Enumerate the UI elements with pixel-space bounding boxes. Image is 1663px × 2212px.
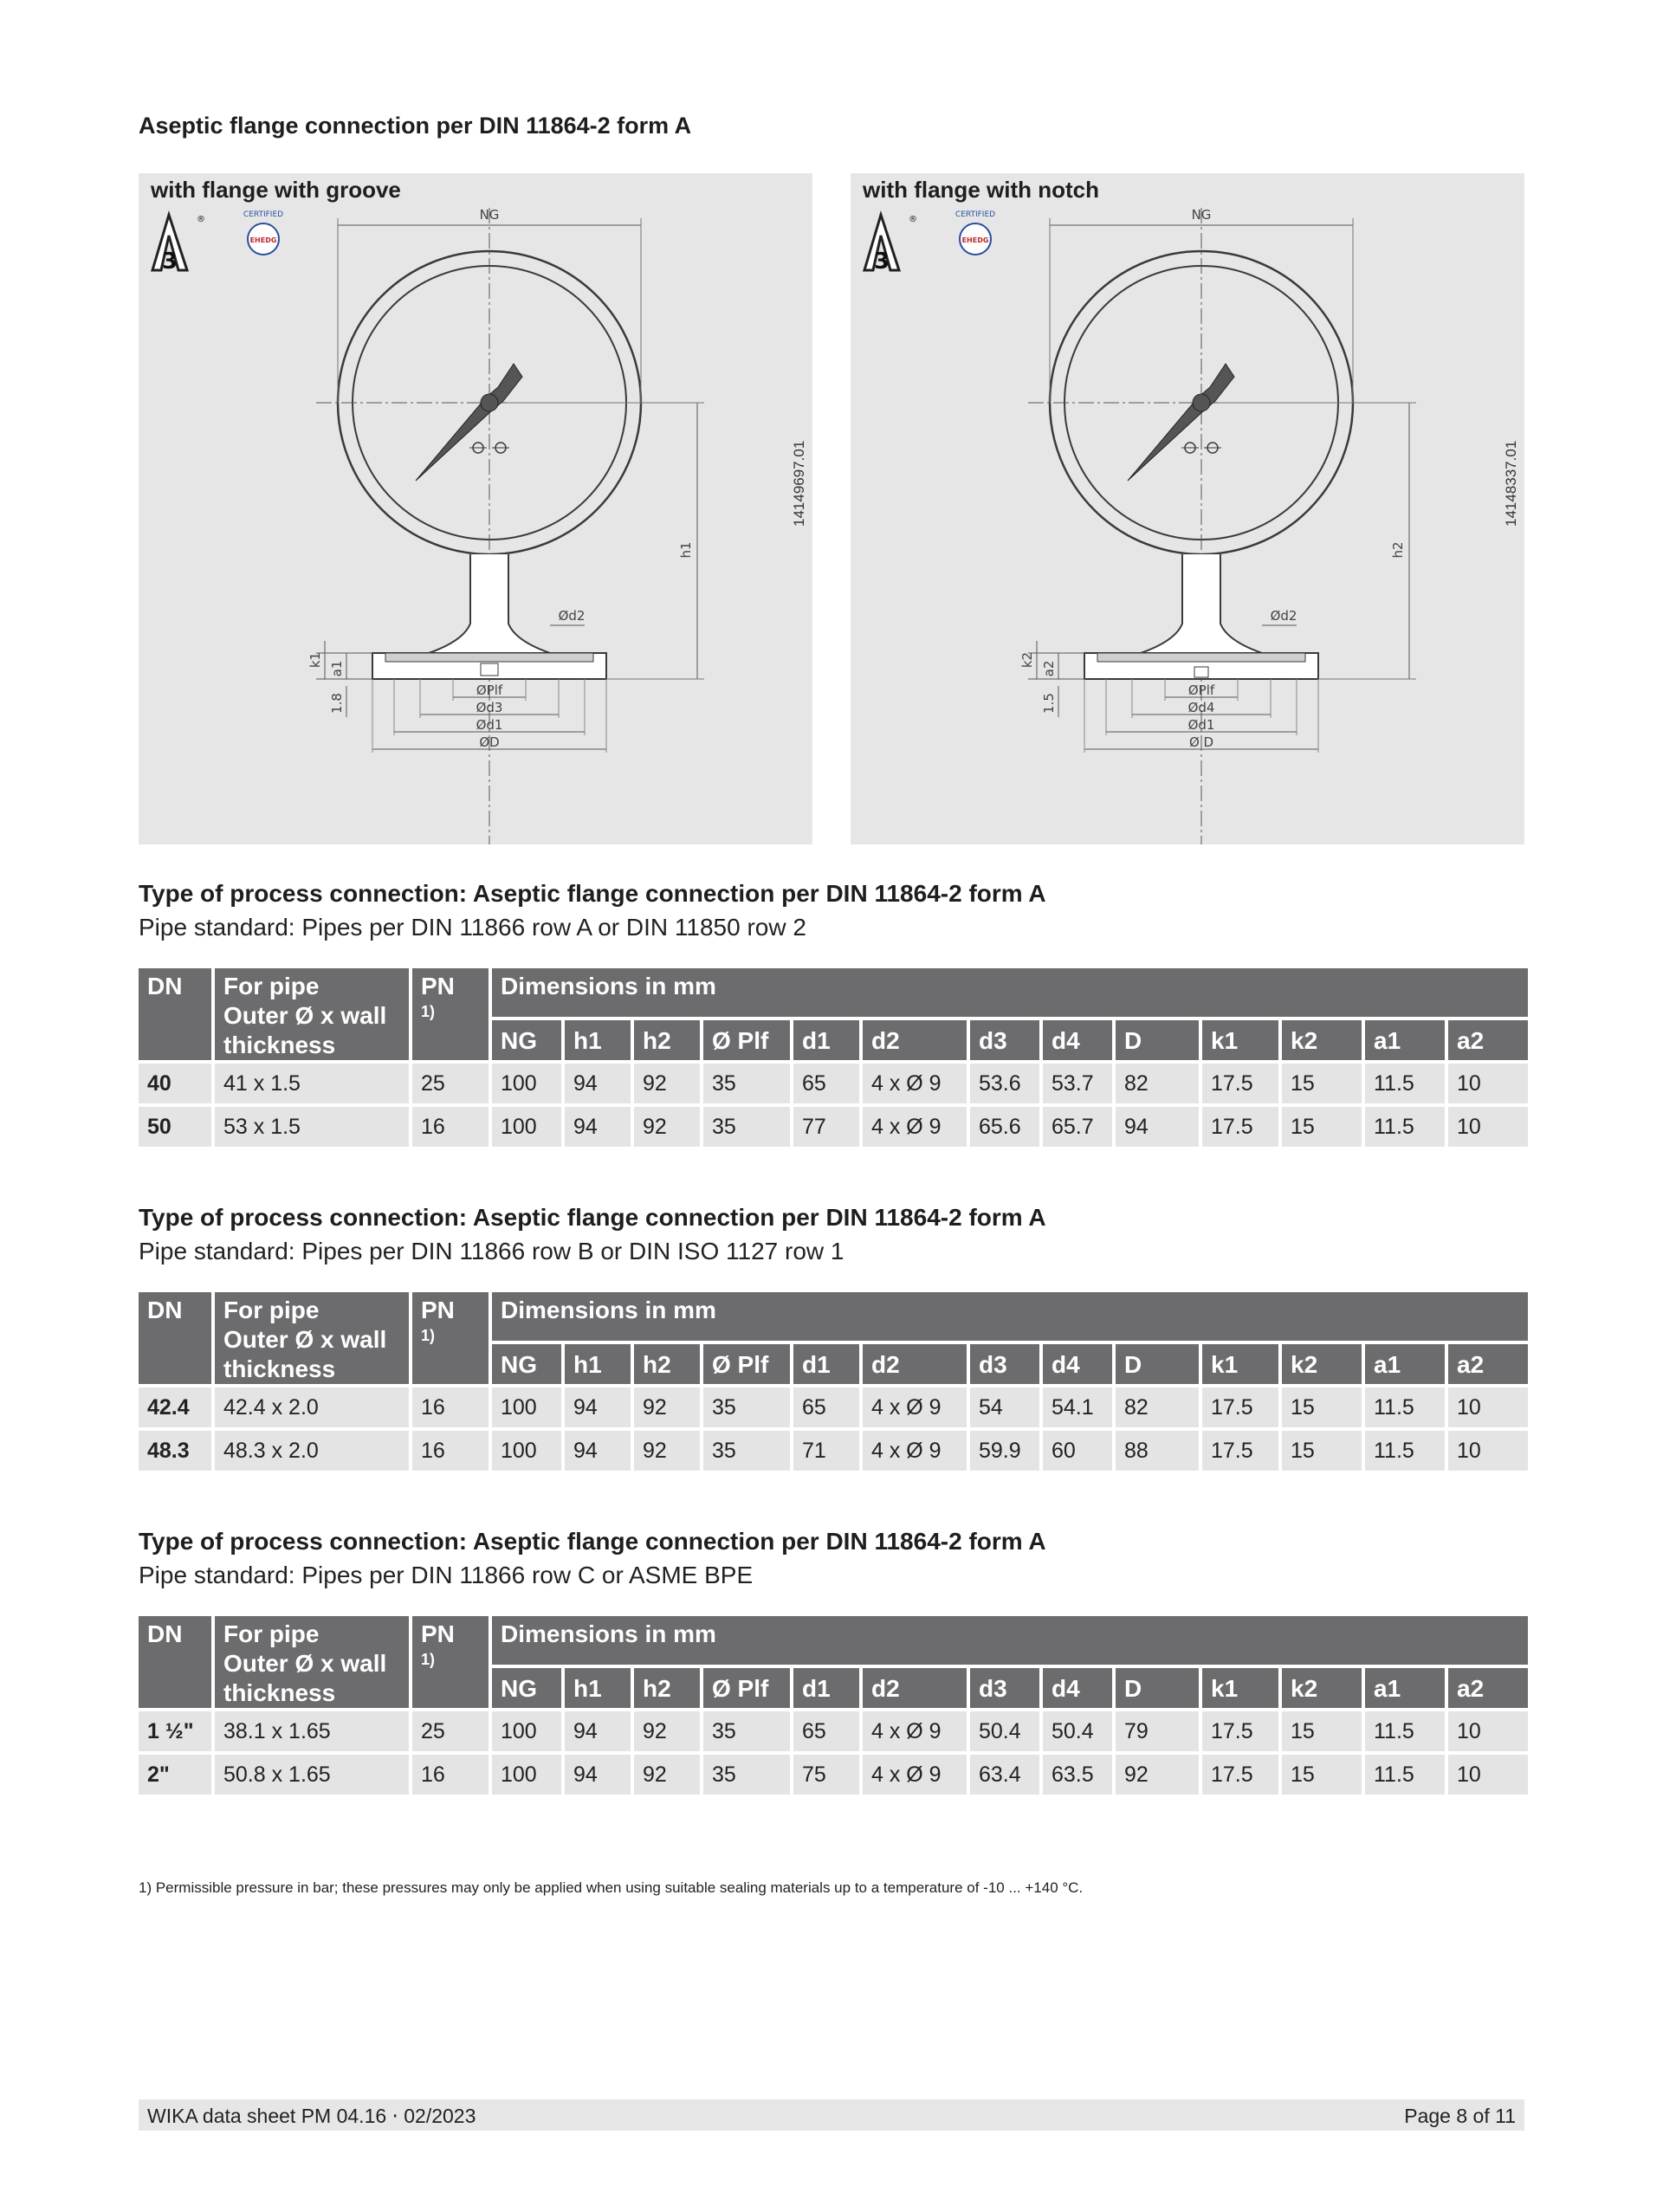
gauge-stem (429, 554, 550, 653)
header-col: d2 (863, 1344, 967, 1384)
table-cell: 92 (634, 1711, 700, 1751)
table-cell: 38.1 x 1.65 (215, 1711, 409, 1751)
header-col: a1 (1365, 1344, 1445, 1384)
header-pn: PN 1) (412, 1292, 489, 1384)
table-cell: 100 (492, 1431, 561, 1471)
table-cell: 35 (703, 1755, 790, 1795)
table-cell: 94 (565, 1387, 631, 1427)
header-dimensions: Dimensions in mm (492, 968, 1528, 1017)
flange-hatch (385, 653, 593, 662)
table-cell: 92 (634, 1431, 700, 1471)
table-cell: 42.4 x 2.0 (215, 1387, 409, 1427)
table-cell: 17.5 (1202, 1387, 1278, 1427)
section-subtitle: Pipe standard: Pipes per DIN 11866 row C or ASME BPE (139, 1562, 754, 1588)
section-title: Type of process connection: Aseptic flange connection per DIN 11864-2 form A (139, 1204, 1046, 1231)
header-pipe: For pipe Outer Ø x wall thickness (215, 968, 409, 1060)
table-cell: 63.4 (970, 1755, 1039, 1795)
table-cell: 60 (1043, 1431, 1112, 1471)
table-cell: 25 (412, 1064, 489, 1103)
table-cell: 53 x 1.5 (215, 1107, 409, 1147)
table-row (139, 1064, 1528, 1103)
table-row (139, 1431, 1528, 1471)
label-d2: Ød2 (1270, 608, 1297, 624)
table-cell: 15 (1282, 1064, 1362, 1103)
label-diameter: Ød1 (1187, 717, 1215, 733)
label-diameter: Ø D (1188, 734, 1214, 750)
header-col: d3 (970, 1020, 1039, 1060)
label-gap: 1.5 (1041, 693, 1057, 714)
table-cell: 94 (565, 1431, 631, 1471)
header-col: h2 (634, 1344, 700, 1384)
label-diameter: ØPlf (476, 682, 503, 698)
table-cell: 65.7 (1043, 1107, 1112, 1147)
table-cell: 94 (565, 1107, 631, 1147)
label-ng: NG (479, 207, 500, 223)
section-title: Type of process connection: Aseptic flange connection per DIN 11864-2 form A (139, 1528, 1046, 1555)
table-cell: 4 x Ø 9 (863, 1711, 967, 1751)
header-col: k1 (1202, 1020, 1278, 1060)
registered-mark: ® (197, 215, 205, 224)
header-col: a1 (1365, 1668, 1445, 1708)
table-row (139, 1387, 1528, 1427)
table-cell: 92 (634, 1064, 700, 1103)
table-cell: 41 x 1.5 (215, 1064, 409, 1103)
table-cell: 10 (1448, 1064, 1528, 1103)
header-dn: DN (139, 1292, 211, 1384)
header-col: Ø Plf (703, 1344, 790, 1384)
label-a: a1 (329, 660, 345, 677)
gauge-stem (1141, 554, 1262, 653)
pointer-hub (481, 394, 498, 411)
table-cell: 88 (1116, 1431, 1199, 1471)
table-cell: 92 (634, 1755, 700, 1795)
table-cell: 4 x Ø 9 (863, 1387, 967, 1427)
table-cell: 11.5 (1365, 1387, 1445, 1427)
table-cell: 11.5 (1365, 1431, 1445, 1471)
header-col: d2 (863, 1668, 967, 1708)
header-col: Ø Plf (703, 1668, 790, 1708)
table-cell: 94 (1116, 1107, 1199, 1147)
header-col: d3 (970, 1668, 1039, 1708)
header-col: d1 (793, 1344, 859, 1384)
table-cell: 50.4 (970, 1711, 1039, 1751)
drawing-panel-groove (139, 173, 812, 844)
table-cell: 35 (703, 1387, 790, 1427)
panel-title: with flange with groove (151, 177, 401, 203)
table-row (139, 1755, 1528, 1795)
cell-dn: 40 (139, 1064, 211, 1103)
label-diameter: ØPlf (1187, 682, 1215, 698)
table-cell: 17.5 (1202, 1711, 1278, 1751)
table-cell: 10 (1448, 1431, 1528, 1471)
section-subtitle: Pipe standard: Pipes per DIN 11866 row B or DIN ISO 1127 row 1 (139, 1238, 844, 1264)
dimensions-table (135, 965, 1531, 1150)
cell-dn: 42.4 (139, 1387, 211, 1427)
table-cell: 100 (492, 1107, 561, 1147)
header-col: h2 (634, 1020, 700, 1060)
table-cell: 82 (1116, 1064, 1199, 1103)
table-cell: 50.8 x 1.65 (215, 1755, 409, 1795)
table-cell: 77 (793, 1107, 859, 1147)
header-pipe: For pipe Outer Ø x wall thickness (215, 1616, 409, 1708)
table-cell: 15 (1282, 1107, 1362, 1147)
table-cell: 75 (793, 1755, 859, 1795)
table-cell: 35 (703, 1711, 790, 1751)
header-pn: PN 1) (412, 1616, 489, 1708)
table-cell: 11.5 (1365, 1107, 1445, 1147)
table-cell: 59.9 (970, 1431, 1039, 1471)
table-cell: 25 (412, 1711, 489, 1751)
flange-notch (1194, 667, 1208, 677)
dimensions-table (135, 1289, 1531, 1474)
table-cell: 65 (793, 1711, 859, 1751)
table-cell: 54.1 (1043, 1387, 1112, 1427)
flange-groove (481, 663, 498, 676)
label-a: a2 (1041, 660, 1057, 677)
gauge-pointer (1128, 364, 1234, 481)
table-cell: 53.7 (1043, 1064, 1112, 1103)
header-col: a2 (1448, 1344, 1528, 1384)
section-subtitle: Pipe standard: Pipes per DIN 11866 row A or DIN 11850 row 2 (139, 914, 806, 941)
table-cell: 100 (492, 1064, 561, 1103)
header-dimensions: Dimensions in mm (492, 1292, 1528, 1341)
table-cell: 16 (412, 1755, 489, 1795)
table-cell: 16 (412, 1107, 489, 1147)
gauge-drawing-notch (851, 173, 1524, 844)
header-col: h1 (565, 1020, 631, 1060)
footnote: 1) Permissible pressure in bar; these pressures may only be applied when using suitable sealing materials up to a temperature of -10 ... +140 °C. (139, 1879, 1084, 1896)
header-col: d1 (793, 1020, 859, 1060)
gauge-drawing-groove (139, 173, 812, 844)
table-cell: 15 (1282, 1431, 1362, 1471)
drawing-number: 14148337.01 (1503, 440, 1519, 527)
certified-text: CERTIFIED (243, 210, 284, 219)
header-col: NG (492, 1344, 561, 1384)
table-row (139, 1107, 1528, 1147)
footer-page-number: Page 8 of 11 (1404, 2105, 1516, 2127)
table-cell: 65 (793, 1064, 859, 1103)
header-dn: DN (139, 1616, 211, 1708)
table-cell: 11.5 (1365, 1064, 1445, 1103)
table-cell: 16 (412, 1431, 489, 1471)
table-cell: 4 x Ø 9 (863, 1755, 967, 1795)
table-cell: 35 (703, 1064, 790, 1103)
header-col: D (1116, 1020, 1199, 1060)
header-col: a1 (1365, 1020, 1445, 1060)
table-cell: 11.5 (1365, 1711, 1445, 1751)
table-cell: 48.3 x 2.0 (215, 1431, 409, 1471)
cell-dn: 48.3 (139, 1431, 211, 1471)
table-cell: 65 (793, 1387, 859, 1427)
table-cell: 15 (1282, 1711, 1362, 1751)
ehedg-text: EHEDG (961, 236, 989, 244)
table-cell: 10 (1448, 1107, 1528, 1147)
header-dimensions: Dimensions in mm (492, 1616, 1528, 1665)
table-cell: 17.5 (1202, 1431, 1278, 1471)
header-col: k2 (1282, 1668, 1362, 1708)
table-cell: 15 (1282, 1387, 1362, 1427)
table-cell: 94 (565, 1755, 631, 1795)
label-h: h1 (678, 541, 694, 559)
table-row (139, 1711, 1528, 1751)
header-col: d4 (1043, 1020, 1112, 1060)
table-cell: 16 (412, 1387, 489, 1427)
label-d2: Ød2 (558, 608, 586, 624)
cell-dn: 1 ½" (139, 1711, 211, 1751)
ehedg-text: EHEDG (249, 236, 277, 244)
cell-dn: 2" (139, 1755, 211, 1795)
table-cell: 92 (634, 1107, 700, 1147)
header-col: d2 (863, 1020, 967, 1060)
label-diameter: Ød1 (476, 717, 503, 733)
dimensions-table (135, 1613, 1531, 1798)
header-col: h1 (565, 1344, 631, 1384)
table-cell: 35 (703, 1107, 790, 1147)
header-col: a2 (1448, 1668, 1528, 1708)
table-cell: 35 (703, 1431, 790, 1471)
header-col: k1 (1202, 1668, 1278, 1708)
table-cell: 94 (565, 1711, 631, 1751)
table-cell: 92 (634, 1387, 700, 1427)
pointer-hub (1193, 394, 1210, 411)
registered-mark: ® (909, 215, 917, 224)
header-col: d1 (793, 1668, 859, 1708)
header-pn: PN 1) (412, 968, 489, 1060)
table-cell: 4 x Ø 9 (863, 1064, 967, 1103)
flange-hatch (1097, 653, 1305, 662)
header-col: d4 (1043, 1668, 1112, 1708)
table-cell: 100 (492, 1755, 561, 1795)
table-cell: 79 (1116, 1711, 1199, 1751)
table-cell: 17.5 (1202, 1755, 1278, 1795)
label-gap: 1.8 (329, 693, 345, 714)
certified-text: CERTIFIED (954, 210, 996, 219)
label-diameter: ØD (479, 734, 500, 750)
table-cell: 4 x Ø 9 (863, 1431, 967, 1471)
header-col: NG (492, 1668, 561, 1708)
drawing-panel-notch (851, 173, 1524, 844)
header-col: NG (492, 1020, 561, 1060)
label-k: k2 (1019, 651, 1035, 669)
header-col: h1 (565, 1668, 631, 1708)
table-cell: 15 (1282, 1755, 1362, 1795)
table-cell: 65.6 (970, 1107, 1039, 1147)
header-col: k1 (1202, 1344, 1278, 1384)
table-cell: 100 (492, 1387, 561, 1427)
table-cell: 17.5 (1202, 1064, 1278, 1103)
table-cell: 17.5 (1202, 1107, 1278, 1147)
header-col: k2 (1282, 1344, 1362, 1384)
panel-title: with flange with notch (863, 177, 1099, 203)
label-h: h2 (1390, 541, 1406, 559)
header-col: k2 (1282, 1020, 1362, 1060)
header-dn: DN (139, 968, 211, 1060)
label-diameter: Ød3 (476, 700, 503, 715)
header-col: d3 (970, 1344, 1039, 1384)
table-cell: 50.4 (1043, 1711, 1112, 1751)
page-heading: Aseptic flange connection per DIN 11864-2 form A (139, 113, 692, 139)
header-col: h2 (634, 1668, 700, 1708)
table-cell: 10 (1448, 1711, 1528, 1751)
header-col: a2 (1448, 1020, 1528, 1060)
table-cell: 94 (565, 1064, 631, 1103)
drawing-number: 14149697.01 (791, 440, 807, 527)
footer-doc-ref: WIKA data sheet PM 04.16 ⋅ 02/2023 (147, 2105, 476, 2127)
table-cell: 71 (793, 1431, 859, 1471)
label-k: k1 (307, 651, 323, 669)
table-cell: 63.5 (1043, 1755, 1112, 1795)
table-cell: 82 (1116, 1387, 1199, 1427)
gauge-pointer (416, 364, 522, 481)
header-col: Ø Plf (703, 1020, 790, 1060)
header-pipe: For pipe Outer Ø x wall thickness (215, 1292, 409, 1384)
a3-logo-text: 3 (161, 249, 178, 275)
header-col: D (1116, 1668, 1199, 1708)
table-cell: 4 x Ø 9 (863, 1107, 967, 1147)
table-cell: 92 (1116, 1755, 1199, 1795)
page-footer (139, 2099, 1524, 2131)
table-cell: 100 (492, 1711, 561, 1751)
table-cell: 10 (1448, 1387, 1528, 1427)
label-ng: NG (1191, 207, 1212, 223)
a3-logo-text: 3 (873, 249, 890, 275)
section-title: Type of process connection: Aseptic flange connection per DIN 11864-2 form A (139, 880, 1046, 907)
table-cell: 54 (970, 1387, 1039, 1427)
table-cell: 10 (1448, 1755, 1528, 1795)
header-col: d4 (1043, 1344, 1112, 1384)
table-cell: 11.5 (1365, 1755, 1445, 1795)
table-cell: 53.6 (970, 1064, 1039, 1103)
cell-dn: 50 (139, 1107, 211, 1147)
label-diameter: Ød4 (1187, 700, 1215, 715)
header-col: D (1116, 1344, 1199, 1384)
